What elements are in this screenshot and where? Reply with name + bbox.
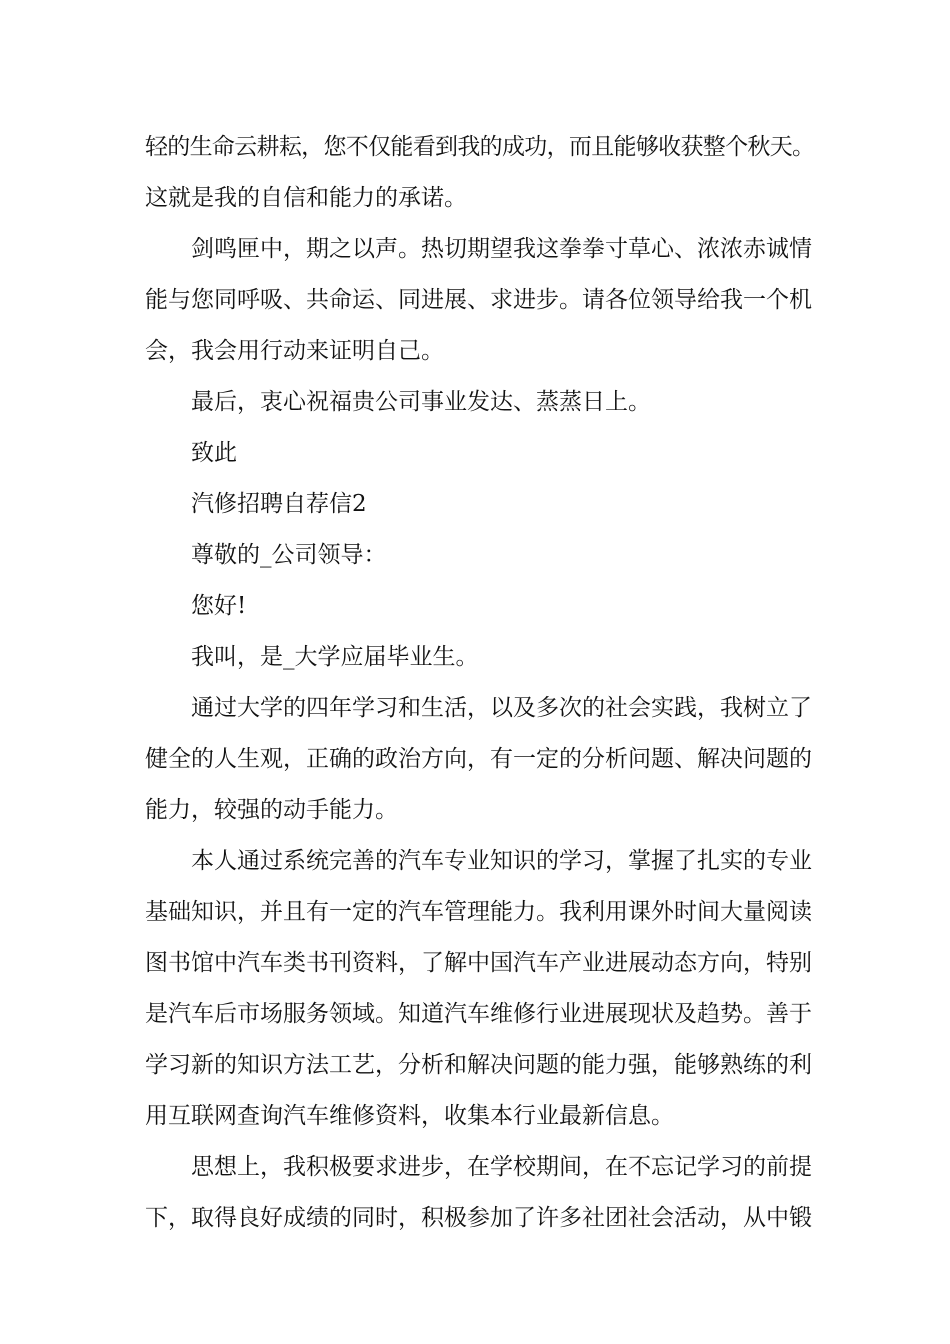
text-line: 我叫，是_大学应届毕业生。 xyxy=(191,644,479,670)
text-line: 图书馆中汽车类书刊资料，了解中国汽车产业进展动态方向，特别 xyxy=(145,950,812,976)
text-line: 轻的生命云耕耘，您不仅能看到我的成功，而且能够收获整个秋天。 xyxy=(145,134,815,160)
text-line: 您好! xyxy=(191,593,247,619)
text-line: 最后，衷心祝福贵公司事业发达、蒸蒸日上。 xyxy=(191,389,651,415)
text-line: 健全的人生观，正确的政治方向，有一定的分析问题、解决问题的 xyxy=(145,746,812,772)
text-line: 基础知识，并且有一定的汽车管理能力。我利用课外时间大量阅读 xyxy=(145,899,812,925)
text-line: 能力，较强的动手能力。 xyxy=(145,797,398,823)
text-line: 汽修招聘自荐信2 xyxy=(191,491,367,517)
document-body xyxy=(145,122,815,1244)
text-line: 下，取得良好成绩的同时，积极参加了许多社团社会活动，从中锻 xyxy=(145,1205,812,1231)
text-line: 会，我会用行动来证明自己。 xyxy=(145,338,444,364)
text-line: 这就是我的自信和能力的承诺。 xyxy=(145,185,467,211)
text-line: 是汽车后市场服务领域。知道汽车维修行业进展现状及趋势。善于 xyxy=(145,1001,812,1027)
text-line: 剑鸣匣中，期之以声。热切期望我这拳拳寸草心、浓浓赤诚情 xyxy=(191,236,812,262)
text-line: 学习新的知识方法工艺，分析和解决问题的能力强，能够熟练的利 xyxy=(145,1052,812,1078)
text-line: 思想上，我积极要求进步，在学校期间，在不忘记学习的前提 xyxy=(191,1154,812,1180)
text-line: 致此 xyxy=(191,440,237,466)
text-line: 用互联网查询汽车维修资料，收集本行业最新信息。 xyxy=(145,1103,674,1129)
text-line: 能与您同呼吸、共命运、同进展、求进步。请各位领导给我一个机 xyxy=(145,287,812,313)
text-line: 尊敬的_公司领导： xyxy=(191,542,387,568)
text-line: 本人通过系统完善的汽车专业知识的学习，掌握了扎实的专业 xyxy=(191,848,812,874)
text-line: 通过大学的四年学习和生活，以及多次的社会实践，我树立了 xyxy=(191,695,812,721)
